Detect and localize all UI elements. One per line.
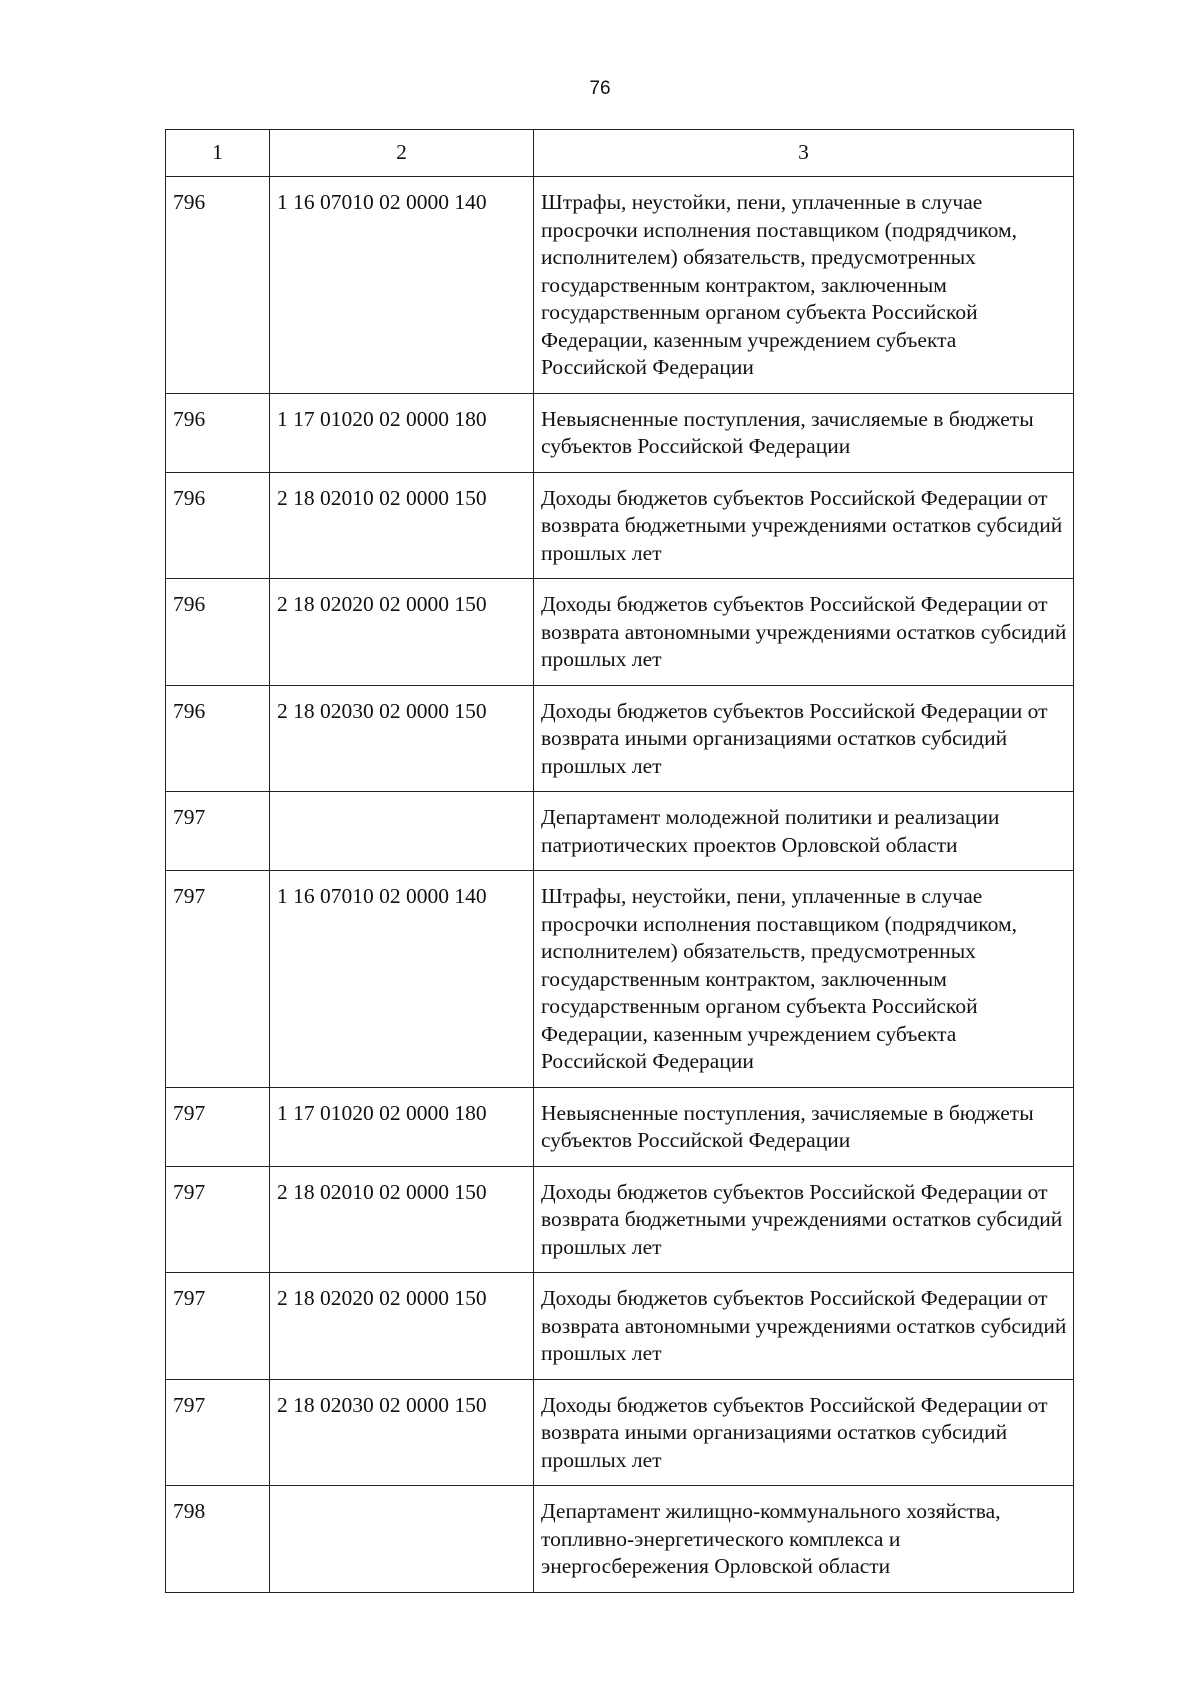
description-cell: Доходы бюджетов субъектов Российской Федерации от возврата бюджетными учреждениями остатков субсидий прошлых лет [534,472,1074,579]
header-col-1: 1 [166,130,270,177]
table-row [166,177,1074,394]
budget-code-cell: 1 17 01020 02 0000 180 [270,1087,534,1166]
admin-code-cell: 797 [166,1166,270,1273]
table-row [166,393,1074,472]
admin-code-cell: 796 [166,472,270,579]
admin-code-cell: 797 [166,1273,270,1380]
description-cell: Доходы бюджетов субъектов Российской Федерации от возврата иными организациями остатков субсидий прошлых лет [534,1379,1074,1486]
table-row [166,871,1074,1088]
description-cell: Доходы бюджетов субъектов Российской Федерации от возврата иными организациями остатков субсидий прошлых лет [534,685,1074,792]
admin-code-cell: 797 [166,1087,270,1166]
admin-code-cell: 796 [166,685,270,792]
table-row [166,685,1074,792]
table-row [166,1379,1074,1486]
header-col-3: 3 [534,130,1074,177]
budget-code-cell: 2 18 02030 02 0000 150 [270,685,534,792]
budget-table [165,129,1074,1593]
description-cell: Доходы бюджетов субъектов Российской Федерации от возврата автономными учреждениями остатков субсидий прошлых лет [534,579,1074,686]
budget-code-cell: 2 18 02020 02 0000 150 [270,1273,534,1380]
admin-code-cell: 796 [166,393,270,472]
description-cell: Невыясненные поступления, зачисляемые в бюджеты субъектов Российской Федерации [534,1087,1074,1166]
table-row [166,579,1074,686]
table-header [166,130,1074,177]
budget-code-cell: 2 18 02030 02 0000 150 [270,1379,534,1486]
table-row [166,1087,1074,1166]
description-cell: Департамент жилищно-коммунального хозяйства, топливно-энергетического комплекса и энергосбережения Орловской области [534,1486,1074,1593]
header-row [166,130,1074,177]
budget-code-cell: 2 18 02010 02 0000 150 [270,472,534,579]
budget-code-cell [270,792,534,871]
budget-code-cell: 1 17 01020 02 0000 180 [270,393,534,472]
admin-code-cell: 796 [166,579,270,686]
admin-code-cell: 797 [166,871,270,1088]
description-cell: Штрафы, неустойки, пени, уплаченные в случае просрочки исполнения поставщиком (подрядчиком, исполнителем) обязательств, предусмотренных государственным контрактом, заключенным государственным органом субъекта Российской Федерации, казенным учреждением субъекта Российской Федерации [534,177,1074,394]
admin-code-cell: 797 [166,792,270,871]
description-cell: Невыясненные поступления, зачисляемые в бюджеты субъектов Российской Федерации [534,393,1074,472]
table-row [166,1486,1074,1593]
header-col-2: 2 [270,130,534,177]
table-body [166,177,1074,1593]
budget-code-cell: 2 18 02010 02 0000 150 [270,1166,534,1273]
description-cell: Штрафы, неустойки, пени, уплаченные в случае просрочки исполнения поставщиком (подрядчиком, исполнителем) обязательств, предусмотренных государственным контрактом, заключенным государственным органом субъекта Российской Федерации, казенным учреждением субъекта Российской Федерации [534,871,1074,1088]
budget-code-cell: 1 16 07010 02 0000 140 [270,871,534,1088]
description-cell: Департамент молодежной политики и реализации патриотических проектов Орловской области [534,792,1074,871]
table-row [166,472,1074,579]
budget-code-cell [270,1486,534,1593]
table-row [166,1273,1074,1380]
admin-code-cell: 797 [166,1379,270,1486]
page-number: 76 [589,78,611,99]
budget-code-cell: 1 16 07010 02 0000 140 [270,177,534,394]
table-row [166,1166,1074,1273]
admin-code-cell: 798 [166,1486,270,1593]
admin-code-cell: 796 [166,177,270,394]
description-cell: Доходы бюджетов субъектов Российской Федерации от возврата бюджетными учреждениями остатков субсидий прошлых лет [534,1166,1074,1273]
budget-code-cell: 2 18 02020 02 0000 150 [270,579,534,686]
description-cell: Доходы бюджетов субъектов Российской Федерации от возврата автономными учреждениями остатков субсидий прошлых лет [534,1273,1074,1380]
table-row [166,792,1074,871]
